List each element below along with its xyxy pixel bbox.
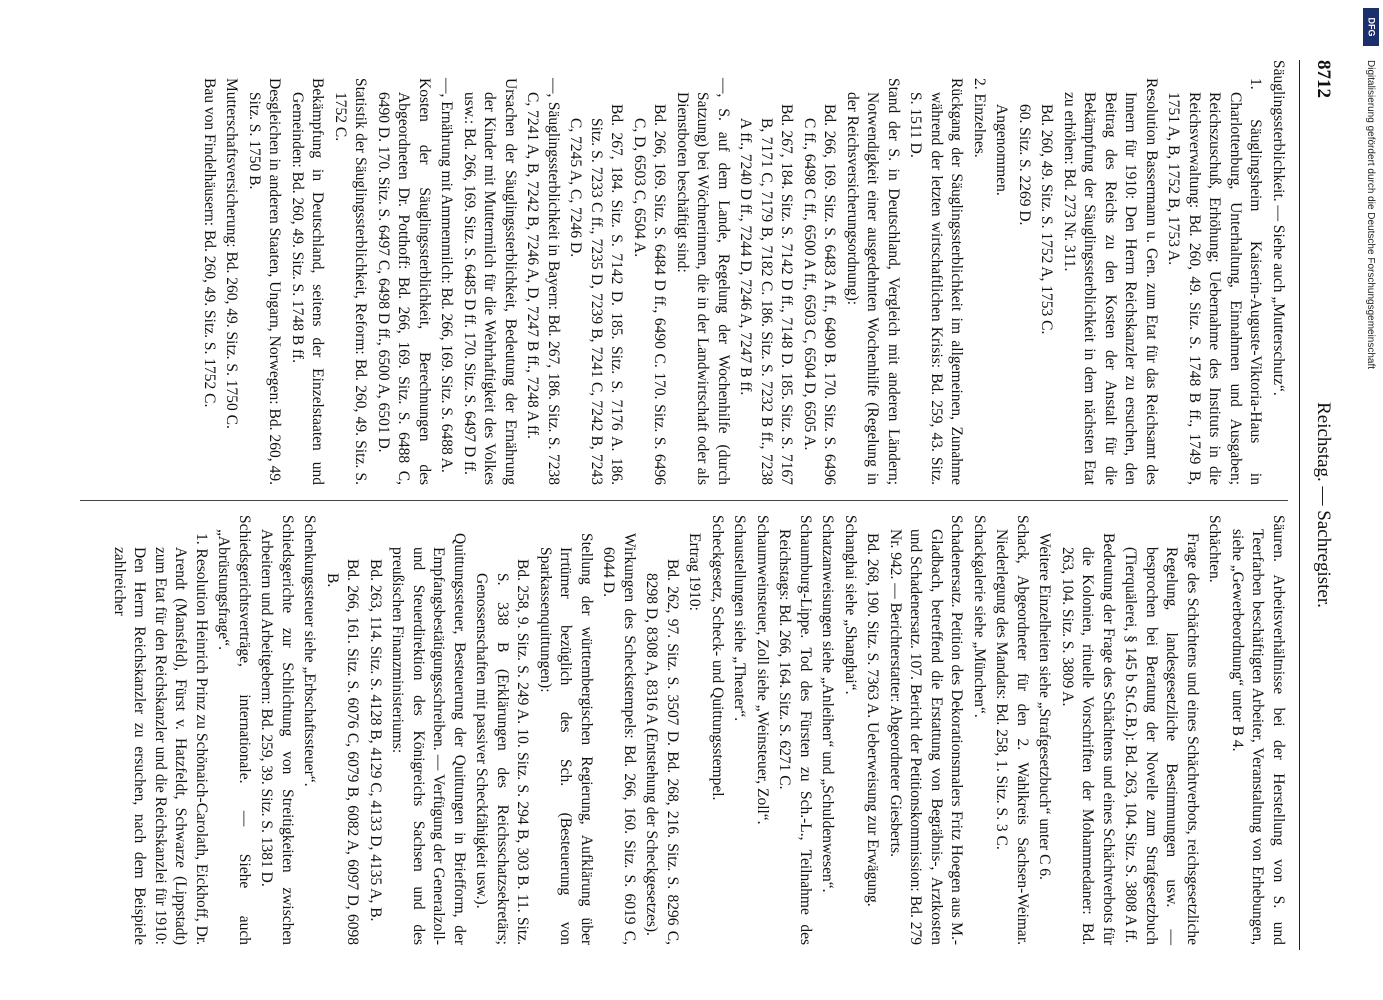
index-entry: Rückgang der Säuglingssterblichkeit im allgemeinen, Zunahme während der letzten wirtschaftlichen Krisis: Bd. 259, 43. Sitz. S. 1511 D. [907, 78, 966, 485]
index-entry: Bedeutung der Frage des Schächtens und eines Schächtverbots für die Kolonien, rituelle Vorschriften der Mohammedaner: Bd. 263, 104. Sitz. S. 3809 A. [1059, 533, 1117, 945]
index-entry: Ertrag 1910: [686, 533, 704, 611]
index-entry: 1. Säuglingsheim Kaiserin-Auguste-Viktoria-Haus in Charlottenburg, Unterhaltung, Einnahmen und Ausgaben; Reichszuschuß, Erhöhung; Uebernahme des Instituts in die Reichsverwaltung: Bd. 260, 49. Sitz. S. 1748 B ff., 1749 B, 1751 A, B, 1752 B, 1753 A. [1165, 78, 1265, 485]
dfg-logo-label: DFG [1366, 17, 1376, 37]
index-entry: Ursachen der Säuglingssterblichkeit, Bedeutung der Ernährung der Kinder mit Muttermilch für die Wehrhaftigkeit des Volkes usw.: Bd. 266, 169. Sitz. S. 6485 D ff. 170. Sitz. S. 6497 D ff. [461, 78, 519, 485]
index-entry: Mutterschaftsversicherung: Bd. 260, 49. Sitz. S. 1750 C. [223, 78, 241, 429]
index-entry: Bd. 266, 169. Sitz. S. 6484 D ff., 6490 C. 170. Sitz. S. 6496 C, D, 6503 C, 6504 A. [631, 104, 669, 485]
column-divider [80, 500, 1288, 501]
index-entry: Statistik der Säuglingssterblichkeit, Reform: Bd. 260, 49. Sitz. S. 1752 C. [332, 78, 370, 485]
index-entry: Bd. 267, 184. Sitz. S. 7142 D. 185. Sitz. S. 7176 A. 186. Sitz. S. 7233 C ff., 7235 D, 7239 B, 7241 C, 7242 B, 7243 C, 7245 A, C, 7246 D. [567, 104, 626, 485]
index-entry: Schackgalerie siehe „München“. [971, 515, 988, 718]
running-head [1299, 60, 1340, 950]
index-entry: Schadenersatz. Petition des Dekorationsmalers Fritz Hoegen aus M.-Gladbach, betreffend die Erstattung von Begräbnis-, Arztkosten und Schadenersatz. 107. Bericht der Petitionskommission: Bd. 279 Nr. 942. — Berichterstatter: Abgeordneter Giesberts. [887, 515, 966, 945]
index-entry: Kosten der Säuglingssterblichkeit, Berechnungen des Abgeordneten Dr. Potthoff: Bd. 266, 169. Sitz. S. 6488 C, 6490 D. 170. Sitz. S. 6497 C, 6498 D ff., 6500 A, 6501 D. [375, 78, 433, 485]
index-entry: —, Säuglingssterblichkeit in Bayern: Bd. 267, 186. Sitz. S. 7238 C, 7241 A, B, 7242 B, 7246 A, D, 7247 B ff., 7248 A ff. [524, 78, 562, 485]
index-entry: 60. Sitz. S. 2269 D. [1016, 104, 1033, 226]
index-entry: Bd. 266, 161. Sitz. S. 6076 C, 6079 B, 6082 A, 6097 D, 6098 B. [324, 559, 362, 945]
digitization-credit [1363, 60, 1377, 820]
index-entry: Schaumburg-Lippe. Tod des Fürsten zu Sch.-L., Teilnahme des Reichstags: Bd. 266, 164. Sitz. S. 6271 C. [776, 515, 814, 945]
index-entry: Bekämpfung in Deutschland, seitens der Einzelstaaten und Gemeinden: Bd. 260, 49. Sitz. S. 1748 B ff. [289, 78, 327, 485]
page-number: 8712 [1313, 60, 1334, 98]
index-entry: Bd. 260, 49. Sitz. S. 1752 A, 1753 C. [1038, 104, 1056, 335]
index-entry: Säuren. Arbeitsverhältnisse bei der Herstellung von S. und Teerfarben beschäftigten Arbeiter, Veranstaltung von Erhebungen, siehe „Gewerbeordnung“ unter B 4. [1229, 515, 1287, 945]
index-entry: Schächten. [1206, 515, 1224, 583]
index-entry: Desgleichen in anderen Staaten, Ungarn, Norwegen: Bd. 260, 49. Sitz. S. 1750 B. [246, 78, 284, 485]
index-entry: Bd. 268, 190. Sitz. S. 7363 A. Ueberweisung zur Erwägung. [864, 533, 882, 907]
index-entry: 2. Einzelnes. [971, 78, 988, 158]
index-page [80, 60, 1340, 950]
index-entry: Angenommen. [993, 104, 1011, 196]
index-entry: —, Ernährung mit Ammenmilch: Bd. 266, 169. Sitz. S. 6488 A. [438, 78, 456, 473]
index-entry: Stellung der württembergischen Regierung, Aufklärung über Irrtümer bezüglich des Sch. (Besteuerung von Sparkassenquittungen): [537, 533, 595, 945]
index-entry: Bau von Findelhäusern: Bd. 260, 49. Sitz. S. 1752 C. [201, 78, 218, 408]
index-entry: Scheckgesetz, Scheck- und Quittungsstempel. [709, 515, 726, 801]
index-entry: Bd. 262, 97. Sitz. S. 3507 D. Bd. 268, 216. Sitz. S. 8296 C, 8298 D, 8308 A, 8316 A (Entstehung der Scheckgesetzes). [643, 559, 681, 945]
index-entry: Wirkungen des Scheckstempels: Bd. 266, 160. Sitz. S. 6019 C, 6044 D. [600, 533, 638, 945]
index-entry: Schenkungssteuer siehe „Erbschaftssteuer“. [301, 515, 319, 787]
index-entry: Schaustellungen siehe „Theater“. [731, 515, 749, 722]
index-entry: Schack, Abgeordneter für den 2. Wahlkreis Sachsen-Weimar. Niederlegung des Mandats: Bd. 258, 1. Sitz. S. 3 C. [993, 515, 1031, 945]
index-entry: Bd. 266, 169. Sitz. S. 6483 A ff., 6490 B. 170. Sitz. S. 6496 C ff., 6498 C ff., 6500 A ff., 6503 C, 6504 D, 6505 A. [801, 104, 839, 485]
index-entry: Bd. 267, 184. Sitz. S. 7142 D ff., 7148 D. 185. Sitz. S. 7167 B, 7171 C, 7179 B, 7182 C. 186. Sitz. S. 7232 B ff., 7238 A ff., 7240 D ff., 7244 D, 7246 A, 7247 B ff. [737, 104, 796, 485]
index-entry: Resolution Bassermann u. Gen. zum Etat für das Reichsamt des Innern für 1910: Den Herrn Reichskanzler zu ersuchen, den Beitrag des Reichs zu den Kosten der Anstalt für die Bekämpfung der Säuglingssterblichkeit in dem nächsten Etat zu erhöhen: Bd. 273 Nr. 311. [1061, 78, 1160, 485]
index-entry: Bd. 258, 9. Sitz. S. 249 A. 10. Sitz. S. 294 B, 303 B. 11. Sitz. S. 338 B (Erklärungen des Reichsschatzsekretärs; Genossenschaften mit passiver Scheckfähigkeit usw.). [473, 559, 532, 945]
index-entry: Schiedsgerichtsverträge, internationale. — Siehe auch „Abrüstungsfrage“. [215, 515, 253, 945]
index-entry: Frage des Schächtens und eines Schächtverbots, reichsgesetzliche Regelung, landesgesetzliche Bestimmungen usw. — besprochen bei Beratung der Novelle zum Strafgesetzbuch (Tierquälerei, § 145 b St.G.B.): Bd. 263, 104. Sitz. S. 3808 A ff. [1122, 533, 1201, 945]
index-entry: Bd. 263, 114. Sitz. S. 4128 B, 4129 C, 4133 D, 4135 A, B. [367, 559, 384, 922]
right-column [80, 515, 1288, 945]
index-entry: Stand der S. in Deutschland, Vergleich mit anderen Ländern; Notwendigkeit einer ausgedehnten Wochenhilfe (Regelung in der Reichsversicherungsordnung): [844, 78, 902, 485]
index-entry: 1. Resolution Heinrich Prinz zu Schönaich-Carolath, Eickhoff, Dr. Arendt (Mansfeld), Fürst v. Hatzfeldt, Schwarze (Lippstadt) zum Etat für den Reichskanzler und die Reichskanzlei für 1910: Den Herrn Reichskanzler zu ersuchen, nach dem Beispiele zahlreicher [111, 533, 210, 945]
index-entry: —, S. auf dem Lande, Regelung der Wochenhilfe (durch Satzung) bei Wöchnerinnen, die in der Landwirtschaft oder als Dienstboten beschäftigt sind: [674, 78, 732, 485]
credit-text: Digitalisierung gefördert durch die Deutsche Forschungsgemeinschaft [1365, 60, 1376, 370]
left-column [80, 60, 1288, 485]
index-entry: Quittungssteuer, Besteuerung der Quittungen in Briefform, der Empfangsbestätigungsschreiben. — Verfügung der Generalzoll- und Steuerdirektion des Königreichs Sachsen und des preußischen Finanzministeriums: [389, 533, 468, 945]
index-columns [80, 60, 1288, 950]
index-entry: Schatzanweisungen siehe „Anleihen“ und „Schuldenwesen“. [819, 515, 837, 893]
index-entry: Säuglingssterblichkeit. — Siehe auch „Mutterschutz“. [1270, 60, 1287, 396]
index-entry: Schaumweinsteuer, Zoll siehe „Weinsteuer, Zoll“. [754, 515, 771, 825]
index-entry: Weitere Einzelheiten siehe „Strafgesetzbuch“ unter C 6. [1036, 533, 1054, 880]
index-entry: Schanghai siehe „Shanghai“. [842, 515, 859, 695]
running-title: Reichstag. — Sachregister. [1313, 402, 1334, 608]
dfg-logo [1363, 8, 1379, 46]
index-entry: Schiedsgerichte zur Schlichtung von Streitigkeiten zwischen Arbeitern und Arbeitgebern: Bd. 259, 39. Sitz. S. 1381 D. [258, 515, 296, 945]
